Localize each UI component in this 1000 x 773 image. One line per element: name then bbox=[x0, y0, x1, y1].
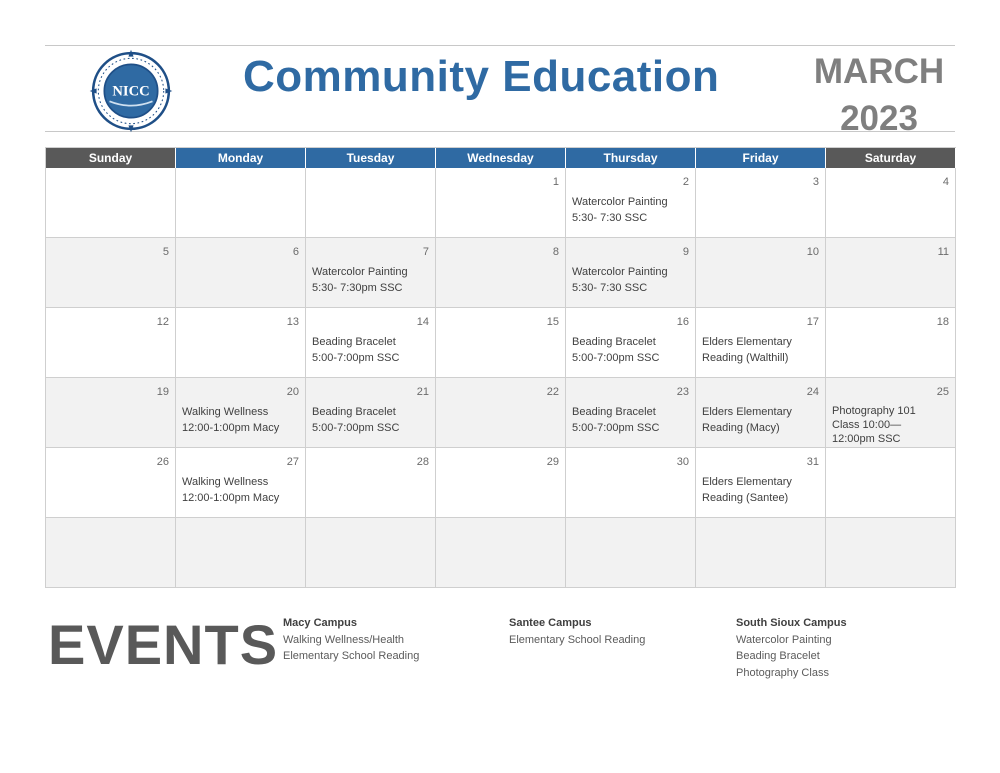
day-number: 4 bbox=[942, 176, 949, 188]
calendar-day-cell bbox=[176, 238, 306, 308]
campus-santee bbox=[509, 615, 645, 648]
calendar-day-cell bbox=[826, 308, 956, 378]
calendar-day-cell bbox=[176, 378, 306, 448]
year-label: 2023 bbox=[840, 99, 918, 138]
svg-text:NICC: NICC bbox=[112, 83, 150, 100]
day-number: 25 bbox=[936, 386, 949, 398]
calendar-event: Watercolor Painting 5:30- 7:30pm SSC bbox=[312, 266, 408, 294]
day-number: 26 bbox=[156, 456, 169, 468]
day-number: 9 bbox=[682, 246, 689, 258]
events-heading: EVENTS bbox=[48, 613, 279, 676]
day-number: 23 bbox=[676, 386, 689, 398]
day-header-thursday: Thursday bbox=[566, 148, 696, 168]
campus-name: South Sioux Campus bbox=[736, 617, 847, 629]
calendar-day-cell bbox=[696, 378, 826, 448]
calendar-day-cell bbox=[176, 518, 306, 588]
calendar-day-cell bbox=[566, 168, 696, 238]
calendar-day-cell bbox=[826, 448, 956, 518]
calendar-day-cell bbox=[696, 448, 826, 518]
calendar-day-cell bbox=[176, 168, 306, 238]
calendar-event: Watercolor Painting 5:30- 7:30 SSC bbox=[572, 196, 668, 224]
calendar-day-cell bbox=[696, 168, 826, 238]
campus-south-sioux bbox=[736, 615, 847, 681]
calendar-day-cell bbox=[306, 308, 436, 378]
day-header-saturday: Saturday bbox=[826, 148, 956, 168]
day-number: 19 bbox=[156, 386, 169, 398]
calendar-day-cell bbox=[306, 238, 436, 308]
calendar-day-cell bbox=[46, 378, 176, 448]
day-number: 15 bbox=[546, 316, 559, 328]
calendar-day-cell bbox=[436, 168, 566, 238]
calendar-event: Beading Bracelet 5:00-7:00pm SSC bbox=[572, 406, 660, 434]
calendar-day-cell bbox=[436, 378, 566, 448]
day-number: 14 bbox=[416, 316, 429, 328]
calendar-day-cell bbox=[306, 448, 436, 518]
calendar-event: Beading Bracelet 5:00-7:00pm SSC bbox=[312, 336, 400, 364]
day-header-wednesday: Wednesday bbox=[436, 148, 566, 168]
calendar-event: Watercolor Painting 5:30- 7:30 SSC bbox=[572, 266, 668, 294]
campus-event-item: Beading Bracelet bbox=[736, 650, 820, 662]
calendar-day-cell bbox=[826, 518, 956, 588]
campus-name: Macy Campus bbox=[283, 617, 357, 629]
day-number: 31 bbox=[806, 456, 819, 468]
calendar-day-cell bbox=[46, 238, 176, 308]
day-number: 20 bbox=[286, 386, 299, 398]
calendar-day-cell bbox=[46, 308, 176, 378]
day-number: 1 bbox=[552, 176, 559, 188]
day-number: 2 bbox=[682, 176, 689, 188]
day-header-friday: Friday bbox=[696, 148, 826, 168]
campus-event-item: Walking Wellness/Health bbox=[283, 633, 405, 646]
calendar-day-cell bbox=[826, 168, 956, 238]
calendar-event: Walking Wellness 12:00-1:00pm Macy bbox=[182, 476, 280, 504]
calendar-day-cell bbox=[566, 238, 696, 308]
day-number: 10 bbox=[806, 246, 819, 258]
calendar-day-cell bbox=[306, 518, 436, 588]
day-number: 28 bbox=[416, 456, 429, 468]
calendar-grid bbox=[45, 147, 956, 588]
day-number: 21 bbox=[416, 386, 429, 398]
college-seal-logo bbox=[88, 48, 174, 134]
calendar-event: Walking Wellness 12:00-1:00pm Macy bbox=[182, 406, 280, 434]
day-header-monday: Monday bbox=[176, 148, 306, 168]
day-number: 12 bbox=[156, 316, 169, 328]
calendar-day-cell bbox=[436, 308, 566, 378]
calendar-day-cell bbox=[566, 518, 696, 588]
day-number: 30 bbox=[676, 456, 689, 468]
day-number: 16 bbox=[676, 316, 689, 328]
calendar-day-cell bbox=[826, 238, 956, 308]
calendar-day-cell bbox=[566, 378, 696, 448]
calendar-event: Elders Elementary Reading (Santee) bbox=[702, 476, 792, 504]
calendar-day-cell bbox=[46, 518, 176, 588]
calendar-event: Beading Bracelet 5:00-7:00pm SSC bbox=[312, 406, 400, 434]
calendar-day-cell bbox=[826, 378, 956, 448]
calendar-day-cell bbox=[696, 518, 826, 588]
day-number: 27 bbox=[286, 456, 299, 468]
calendar-day-cell bbox=[46, 448, 176, 518]
calendar-day-cell bbox=[436, 238, 566, 308]
top-rule bbox=[45, 45, 955, 46]
day-number: 11 bbox=[937, 246, 949, 258]
calendar-day-cell bbox=[566, 448, 696, 518]
campus-macy bbox=[283, 615, 419, 665]
campus-event-item: Watercolor Painting bbox=[736, 633, 832, 646]
day-number: 5 bbox=[162, 246, 169, 258]
calendar-day-cell bbox=[696, 308, 826, 378]
day-number: 6 bbox=[292, 246, 299, 258]
calendar-day-cell bbox=[436, 448, 566, 518]
day-number: 22 bbox=[546, 386, 559, 398]
campus-event-item: Photography Class bbox=[736, 666, 829, 679]
day-number: 29 bbox=[546, 456, 559, 468]
calendar-day-cell bbox=[306, 378, 436, 448]
month-label: MARCH bbox=[813, 52, 945, 91]
calendar-event: Photography 101 Class 10:00— 12:00pm SSC bbox=[832, 405, 916, 445]
calendar-day-cell bbox=[176, 308, 306, 378]
campus-name: Santee Campus bbox=[509, 617, 592, 629]
calendar-day-cell bbox=[696, 238, 826, 308]
calendar-event: Elders Elementary Reading (Walthill) bbox=[702, 336, 792, 364]
page-title: Community Education bbox=[243, 52, 720, 101]
calendar-event: Beading Bracelet 5:00-7:00pm SSC bbox=[572, 336, 660, 364]
calendar-event: Elders Elementary Reading (Macy) bbox=[702, 406, 792, 434]
calendar-day-cell bbox=[46, 168, 176, 238]
day-number: 24 bbox=[806, 386, 819, 398]
calendar-day-cell bbox=[176, 448, 306, 518]
calendar-day-cell bbox=[436, 518, 566, 588]
day-number: 17 bbox=[806, 316, 819, 328]
campus-event-item: Elementary School Reading bbox=[283, 650, 420, 662]
day-header-sunday: Sunday bbox=[46, 148, 176, 168]
day-header-tuesday: Tuesday bbox=[306, 148, 436, 168]
campus-event-item: Elementary School Reading bbox=[509, 633, 646, 646]
day-number: 7 bbox=[422, 246, 429, 258]
calendar-day-cell bbox=[306, 168, 436, 238]
day-number: 3 bbox=[812, 176, 819, 188]
day-number: 13 bbox=[286, 316, 299, 328]
calendar-day-cell bbox=[566, 308, 696, 378]
day-number: 18 bbox=[936, 316, 949, 328]
day-number: 8 bbox=[552, 246, 559, 258]
